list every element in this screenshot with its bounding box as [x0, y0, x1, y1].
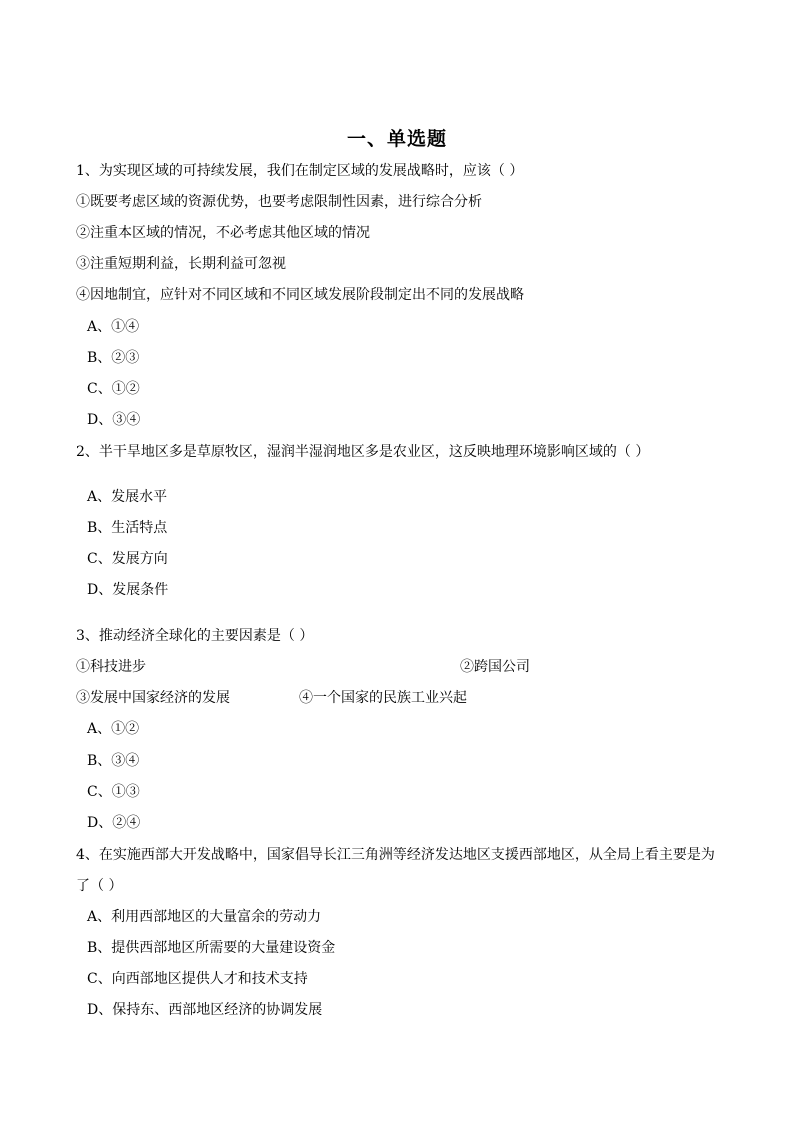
question-3-statement-4: ④一个国家的民族工业兴起 [299, 690, 467, 706]
question-1-statement-1: ①既要考虑区域的资源优势，也要考虑限制性因素，进行综合分析 [76, 194, 482, 210]
question-3-statement-3: ③发展中国家经济的发展 [76, 690, 230, 706]
question-3-option-c: C、①③ [87, 784, 140, 800]
question-2-stem: 2、半干旱地区多是草原牧区，湿润半湿润地区多是农业区，这反映地理环境影响区域的（ ） [76, 444, 650, 460]
question-1-statement-3: ③注重短期利益，长期利益可忽视 [76, 256, 286, 272]
question-2-option-b: B、生活特点 [87, 520, 168, 536]
question-1-option-d: D、③④ [87, 412, 141, 428]
question-1-statement-4: ④因地制宜，应针对不同区域和不同区域发展阶段制定出不同的发展战略 [76, 287, 524, 303]
question-1-statement-2: ②注重本区域的情况，不必考虑其他区域的情况 [76, 225, 370, 241]
question-3-option-d: D、②④ [87, 815, 141, 831]
section-title: 一、单选题 [346, 128, 447, 150]
question-3-statement-1: ①科技进步 [76, 659, 146, 675]
question-4-option-c: C、向西部地区提供人才和技术支持 [87, 971, 308, 987]
question-1-stem: 1、为实现区域的可持续发展，我们在制定区域的发展战略时，应该（ ） [76, 163, 524, 179]
question-4-option-b: B、提供西部地区所需要的大量建设资金 [87, 940, 336, 956]
question-1-option-c: C、①② [87, 381, 140, 397]
question-4-option-a: A、利用西部地区的大量富余的劳动力 [87, 909, 322, 925]
question-4-stem-line-1: 4、在实施西部大开发战略中，国家倡导长江三角洲等经济发达地区支援西部地区，从全局上看主要是为 [76, 847, 715, 863]
question-3-stem: 3、推动经济全球化的主要因素是（ ） [76, 628, 314, 644]
question-1-option-a: A、①④ [87, 319, 140, 335]
question-4-stem-line-2: 了（ ） [76, 878, 123, 894]
question-3-statement-2: ②跨国公司 [460, 659, 530, 675]
question-2-option-d: D、发展条件 [87, 582, 169, 598]
question-4-option-d: D、保持东、西部地区经济的协调发展 [87, 1002, 323, 1018]
question-3-option-b: B、③④ [87, 753, 140, 769]
question-1-option-b: B、②③ [87, 350, 140, 366]
question-2-option-c: C、发展方向 [87, 551, 168, 567]
question-3-option-a: A、①② [87, 721, 140, 737]
question-2-option-a: A、发展水平 [87, 489, 168, 505]
